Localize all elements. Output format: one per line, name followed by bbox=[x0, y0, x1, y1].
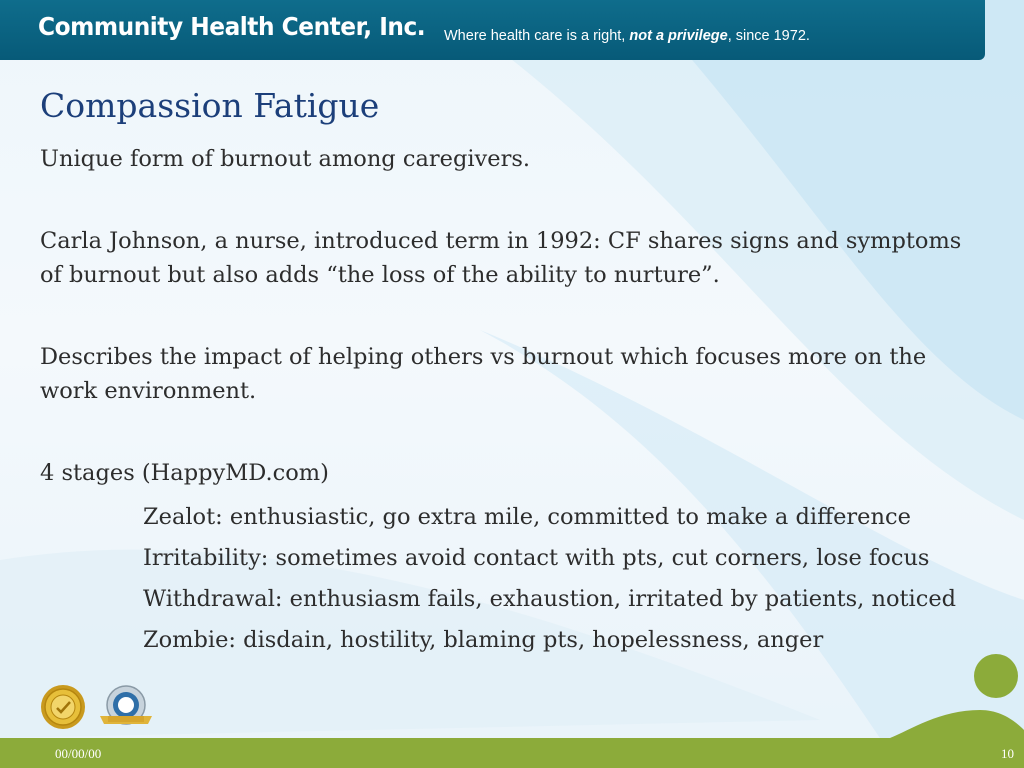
ncqa-recognition-seal-icon bbox=[96, 684, 156, 730]
tagline-after: , since 1972. bbox=[727, 28, 810, 44]
brand-logo: Community Health Center, Inc. bbox=[38, 12, 426, 41]
list-item: Zombie: disdain, hostility, blaming pts, hopelessness, anger bbox=[143, 627, 824, 653]
slide-title: Compassion Fatigue bbox=[40, 86, 380, 125]
gold-accreditation-seal-icon bbox=[40, 684, 86, 730]
list-item: Irritability: sometimes avoid contact with pts, cut corners, lose focus bbox=[143, 545, 930, 571]
list-item: Withdrawal: enthusiasm fails, exhaustion, irritated by patients, noticed bbox=[143, 586, 957, 612]
tagline bbox=[444, 28, 810, 44]
stages-list bbox=[143, 497, 1003, 661]
page-number: 10 bbox=[1001, 746, 1014, 761]
paragraph-impact: Describes the impact of helping others vs burnout which focuses more on the work environment. bbox=[40, 344, 927, 404]
header-bar bbox=[0, 0, 985, 60]
footer-bar bbox=[0, 738, 1024, 768]
footer-date: 00/00/00 bbox=[55, 746, 102, 761]
paragraph-stages-heading: 4 stages (HappyMD.com) bbox=[40, 460, 329, 486]
list-item: Zealot: enthusiastic, go extra mile, committed to make a difference bbox=[143, 504, 911, 530]
paragraph-origin: Carla Johnson, a nurse, introduced term in 1992: CF shares signs and symptoms of burnout but also adds “the loss of the ability to nurture”. bbox=[40, 228, 962, 288]
person-figure-logo-icon bbox=[890, 640, 1024, 738]
paragraph-definition: Unique form of burnout among caregivers. bbox=[40, 146, 531, 172]
tagline-before: Where health care is a right, bbox=[444, 28, 630, 44]
tagline-emphasis: not a privilege bbox=[629, 28, 728, 44]
